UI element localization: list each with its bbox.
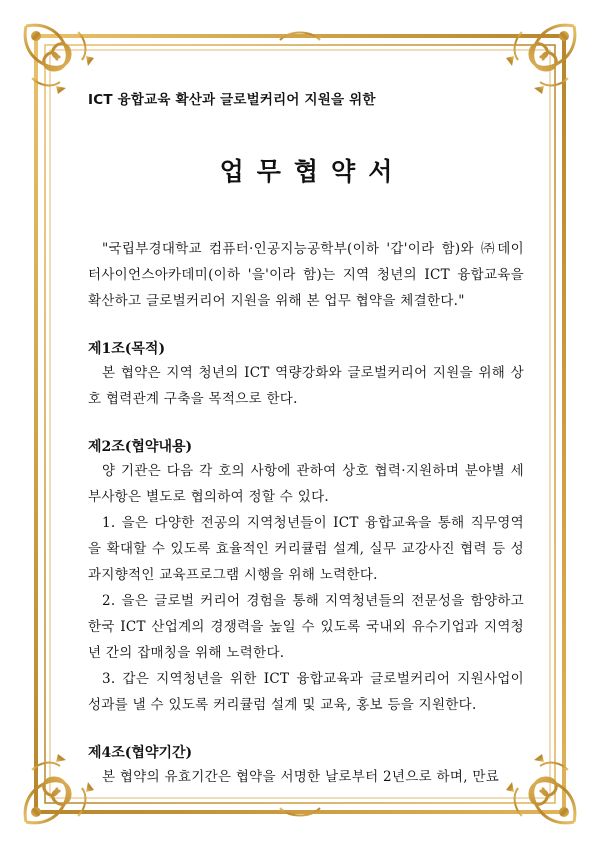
article-item: 2. 을은 글로벌 커리어 경험을 통해 지역청년들의 전문성을 함양하고 한국 ICT 산업계의 경쟁력을 높일 수 있도록 국내외 유수기업과 지역청년 간의 잡매칭을 위해 노력한다. [88,593,524,661]
article-heading: 제1조(목적) [88,341,166,357]
document-body [88,88,524,790]
article-body: 양 기관은 다음 각 호의 사항에 관하여 상호 협력·지원하며 분야별 세부사항은 별도로 협의하여 정할 수 있다. [88,463,524,505]
document-subtitle: ICT 융합교육 확산과 글로벌커리어 지원을 위한 [88,92,376,108]
article-2 [88,436,524,718]
article-item: 3. 갑은 지역청년을 위한 ICT 융합교육과 글로벌커리어 지원사업이 성과를 낼 수 있도록 커리큘럼 설계 및 교육, 홍보 등을 지원한다. [88,671,524,713]
article-heading: 제4조(협약기간) [88,745,193,761]
document-title: 업무협약서 [219,157,406,186]
article-item: 1. 을은 다양한 전공의 지역청년들이 ICT 융합교육을 통해 직무영역을 확대할 수 있도록 효율적인 커리큘럼 설계, 실무 교강사진 협력 등 성과지향적인 교육프로그램 시행을 위해 노력한다. [88,515,524,583]
article-4 [88,742,524,790]
article-1 [88,338,524,412]
article-body: 본 협약은 지역 청년의 ICT 역량강화와 글로벌커리어 지원을 위해 상호 협력관계 구축을 목적으로 한다. [88,365,524,407]
preamble: "국립부경대학교 컴퓨터·인공지능공학부(이하 '갑'이라 함)와 ㈜데이터사이언스아카데미(이하 '을'이라 함)는 지역 청년의 ICT 융합교육을 확산하고 글로벌커리어 지원을 위해 본 업무 협약을 체결한다." [88,241,524,309]
article-heading: 제2조(협약내용) [88,439,193,455]
article-body: 본 협약의 유효기간은 협약을 서명한 날로부터 2년으로 하며, 만료 [102,769,500,785]
